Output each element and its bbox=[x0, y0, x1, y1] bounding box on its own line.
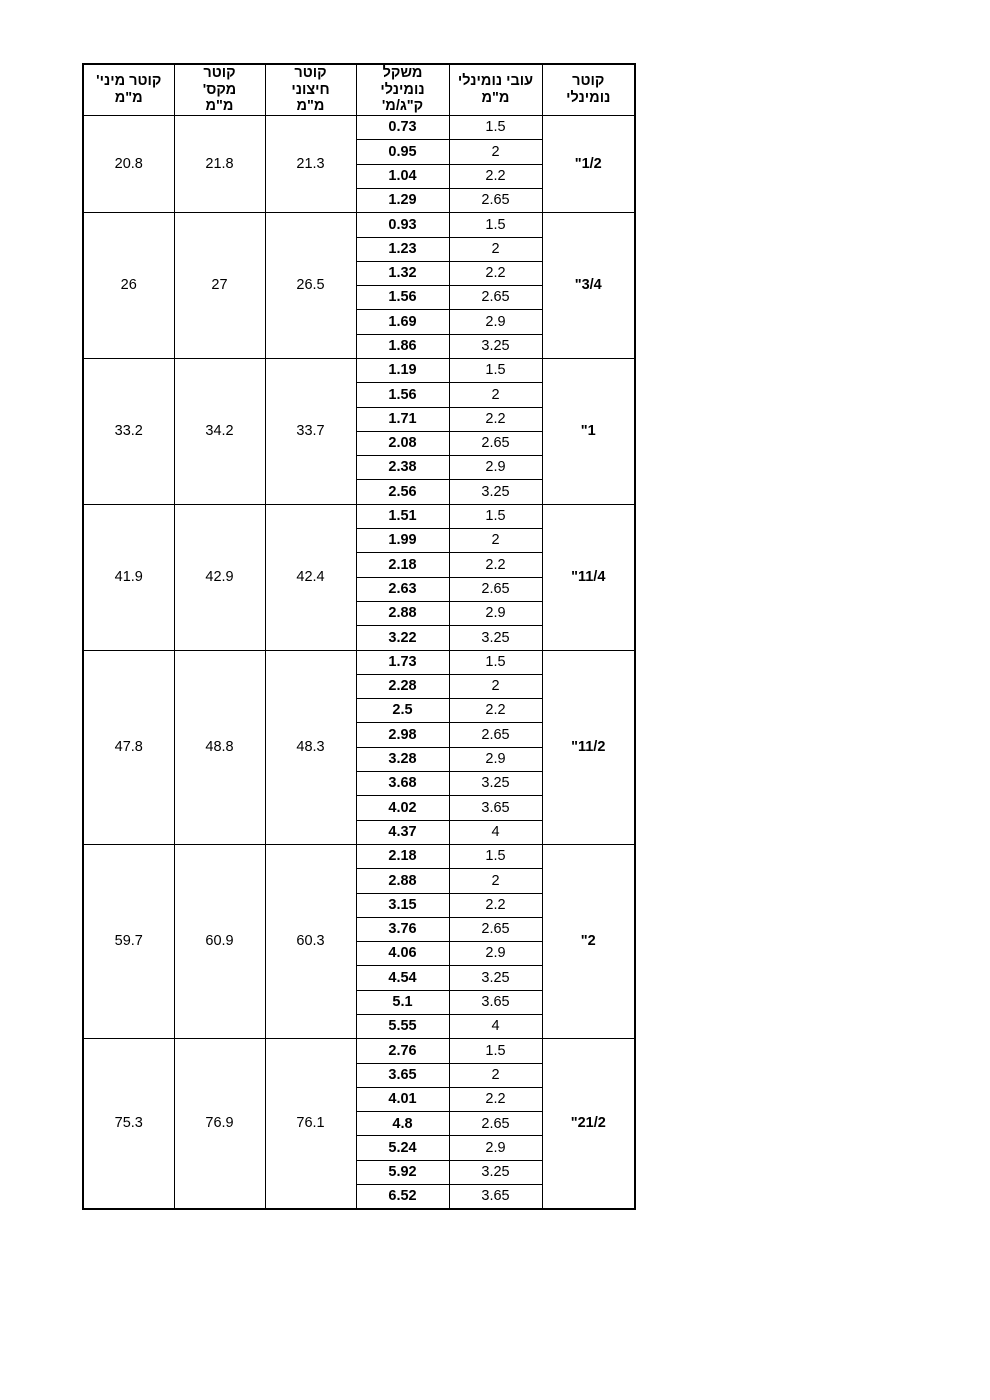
cell-nominal-thickness: 1.5 bbox=[449, 213, 542, 237]
cell-min-diameter: 75.3 bbox=[83, 1039, 174, 1209]
cell-max-diameter: 42.9 bbox=[174, 504, 265, 650]
cell-nominal-thickness: 2.2 bbox=[449, 407, 542, 431]
cell-nominal-thickness: 2 bbox=[449, 140, 542, 164]
cell-nominal-thickness: 1.5 bbox=[449, 358, 542, 382]
cell-nominal-thickness: 3.25 bbox=[449, 772, 542, 796]
header-max-diameter-line1: קוטר bbox=[203, 65, 236, 81]
cell-nominal-thickness: 2.9 bbox=[449, 456, 542, 480]
cell-nominal-weight: 4.01 bbox=[356, 1087, 449, 1111]
cell-nominal-thickness: 3.25 bbox=[449, 334, 542, 358]
table-row bbox=[83, 504, 635, 528]
cell-nominal-weight: 1.51 bbox=[356, 504, 449, 528]
cell-nominal-thickness: 2.9 bbox=[449, 747, 542, 771]
cell-nominal-weight: 1.73 bbox=[356, 650, 449, 674]
header-nominal-weight bbox=[356, 64, 449, 116]
cell-nominal-thickness: 1.5 bbox=[449, 1039, 542, 1063]
cell-nominal-thickness: 1.5 bbox=[449, 116, 542, 140]
cell-nominal-weight: 3.22 bbox=[356, 626, 449, 650]
table-row bbox=[83, 213, 635, 237]
cell-nominal-thickness: 4 bbox=[449, 1015, 542, 1039]
cell-nominal-weight: 4.02 bbox=[356, 796, 449, 820]
cell-nominal-thickness: 2.2 bbox=[449, 553, 542, 577]
cell-nominal-weight: 2.38 bbox=[356, 456, 449, 480]
cell-outer-diameter: 33.7 bbox=[265, 358, 356, 504]
cell-nominal-weight: 3.76 bbox=[356, 917, 449, 941]
cell-min-diameter: 33.2 bbox=[83, 358, 174, 504]
cell-nominal-weight: 2.88 bbox=[356, 601, 449, 625]
cell-nominal-thickness: 3.25 bbox=[449, 480, 542, 504]
table-row bbox=[83, 1039, 635, 1063]
header-nominal-thickness bbox=[449, 64, 542, 116]
cell-outer-diameter: 26.5 bbox=[265, 213, 356, 359]
cell-outer-diameter: 76.1 bbox=[265, 1039, 356, 1209]
header-outer-diameter-line2: חיצוני bbox=[291, 81, 330, 98]
table-header bbox=[83, 64, 635, 116]
cell-nominal-weight: 2.18 bbox=[356, 844, 449, 868]
cell-nominal-weight: 0.95 bbox=[356, 140, 449, 164]
cell-nominal-thickness: 2.2 bbox=[449, 699, 542, 723]
header-nominal-thickness-line2: מ"מ bbox=[481, 90, 510, 106]
cell-nominal-diameter: 11/4" bbox=[542, 504, 635, 650]
cell-nominal-weight: 3.28 bbox=[356, 747, 449, 771]
cell-min-diameter: 20.8 bbox=[83, 116, 174, 213]
cell-nominal-weight: 1.19 bbox=[356, 358, 449, 382]
cell-nominal-thickness: 2.65 bbox=[449, 286, 542, 310]
cell-nominal-weight: 2.08 bbox=[356, 431, 449, 455]
cell-nominal-weight: 2.98 bbox=[356, 723, 449, 747]
cell-nominal-weight: 1.23 bbox=[356, 237, 449, 261]
cell-nominal-weight: 5.1 bbox=[356, 990, 449, 1014]
cell-nominal-thickness: 2.2 bbox=[449, 164, 542, 188]
header-nominal-weight-line3: ק"ג/מ' bbox=[381, 98, 424, 115]
cell-nominal-weight: 2.28 bbox=[356, 674, 449, 698]
cell-nominal-weight: 5.55 bbox=[356, 1015, 449, 1039]
cell-nominal-thickness: 2.65 bbox=[449, 1112, 542, 1136]
cell-nominal-thickness: 3.25 bbox=[449, 1160, 542, 1184]
cell-nominal-weight: 1.56 bbox=[356, 383, 449, 407]
cell-nominal-diameter: 21/2" bbox=[542, 1039, 635, 1209]
cell-nominal-thickness: 2 bbox=[449, 237, 542, 261]
cell-nominal-thickness: 2.2 bbox=[449, 1087, 542, 1111]
cell-nominal-thickness: 2.65 bbox=[449, 188, 542, 212]
spec-table-container bbox=[84, 63, 636, 1210]
cell-nominal-weight: 2.63 bbox=[356, 577, 449, 601]
cell-nominal-weight: 2.56 bbox=[356, 480, 449, 504]
cell-nominal-diameter: 1/2" bbox=[542, 116, 635, 213]
cell-max-diameter: 27 bbox=[174, 213, 265, 359]
cell-nominal-weight: 3.68 bbox=[356, 772, 449, 796]
header-min-diameter bbox=[83, 64, 174, 116]
cell-nominal-thickness: 2.65 bbox=[449, 723, 542, 747]
header-nominal-diameter-line2: נומינלי bbox=[566, 90, 611, 106]
cell-nominal-weight: 0.93 bbox=[356, 213, 449, 237]
cell-max-diameter: 48.8 bbox=[174, 650, 265, 844]
cell-nominal-diameter: 1" bbox=[542, 358, 635, 504]
cell-nominal-weight: 1.69 bbox=[356, 310, 449, 334]
cell-nominal-weight: 1.04 bbox=[356, 164, 449, 188]
cell-outer-diameter: 21.3 bbox=[265, 116, 356, 213]
cell-nominal-thickness: 3.65 bbox=[449, 1185, 542, 1209]
header-max-diameter-line3: מ"מ bbox=[205, 98, 234, 115]
cell-outer-diameter: 42.4 bbox=[265, 504, 356, 650]
cell-nominal-weight: 3.15 bbox=[356, 893, 449, 917]
table-row bbox=[83, 116, 635, 140]
cell-nominal-weight: 6.52 bbox=[356, 1185, 449, 1209]
cell-nominal-thickness: 2.2 bbox=[449, 893, 542, 917]
header-outer-diameter-line3: מ"מ bbox=[296, 98, 325, 115]
pipe-dimensions-table bbox=[82, 63, 636, 1210]
cell-outer-diameter: 48.3 bbox=[265, 650, 356, 844]
cell-max-diameter: 76.9 bbox=[174, 1039, 265, 1209]
cell-nominal-diameter: 2" bbox=[542, 844, 635, 1038]
header-row bbox=[83, 64, 635, 116]
cell-nominal-weight: 2.18 bbox=[356, 553, 449, 577]
cell-nominal-thickness: 2.9 bbox=[449, 601, 542, 625]
header-min-diameter-line2: מ"מ bbox=[114, 90, 143, 106]
header-nominal-thickness-line1: עובי נומינלי bbox=[457, 73, 534, 90]
cell-nominal-thickness: 2 bbox=[449, 869, 542, 893]
cell-nominal-thickness: 2 bbox=[449, 674, 542, 698]
cell-nominal-thickness: 2 bbox=[449, 383, 542, 407]
cell-nominal-thickness: 1.5 bbox=[449, 844, 542, 868]
table-body bbox=[83, 116, 635, 1209]
cell-nominal-weight: 1.86 bbox=[356, 334, 449, 358]
cell-min-diameter: 47.8 bbox=[83, 650, 174, 844]
cell-nominal-weight: 5.92 bbox=[356, 1160, 449, 1184]
cell-nominal-weight: 1.29 bbox=[356, 188, 449, 212]
cell-max-diameter: 34.2 bbox=[174, 358, 265, 504]
cell-max-diameter: 21.8 bbox=[174, 116, 265, 213]
cell-max-diameter: 60.9 bbox=[174, 844, 265, 1038]
cell-min-diameter: 41.9 bbox=[83, 504, 174, 650]
header-nominal-diameter bbox=[542, 64, 635, 116]
cell-nominal-weight: 1.32 bbox=[356, 261, 449, 285]
cell-nominal-weight: 2.5 bbox=[356, 699, 449, 723]
header-min-diameter-line1: קוטר מיני' bbox=[96, 73, 162, 90]
cell-nominal-thickness: 2.9 bbox=[449, 310, 542, 334]
cell-nominal-thickness: 2.65 bbox=[449, 577, 542, 601]
cell-nominal-weight: 0.73 bbox=[356, 116, 449, 140]
cell-nominal-weight: 2.88 bbox=[356, 869, 449, 893]
cell-nominal-thickness: 3.25 bbox=[449, 626, 542, 650]
cell-nominal-thickness: 2.9 bbox=[449, 942, 542, 966]
cell-nominal-weight: 4.54 bbox=[356, 966, 449, 990]
cell-nominal-thickness: 1.5 bbox=[449, 650, 542, 674]
cell-nominal-thickness: 3.25 bbox=[449, 966, 542, 990]
cell-nominal-thickness: 3.65 bbox=[449, 796, 542, 820]
cell-nominal-weight: 1.56 bbox=[356, 286, 449, 310]
table-row bbox=[83, 844, 635, 868]
cell-nominal-weight: 4.37 bbox=[356, 820, 449, 844]
header-max-diameter-line2: מקס' bbox=[202, 81, 237, 98]
table-row bbox=[83, 358, 635, 382]
cell-nominal-thickness: 3.65 bbox=[449, 990, 542, 1014]
header-outer-diameter-line1: קוטר bbox=[294, 65, 327, 81]
header-nominal-weight-line1: משקל bbox=[382, 65, 423, 81]
header-nominal-weight-line2: נומינלי bbox=[380, 81, 425, 98]
header-max-diameter bbox=[174, 64, 265, 116]
cell-nominal-weight: 4.06 bbox=[356, 942, 449, 966]
cell-nominal-thickness: 1.5 bbox=[449, 504, 542, 528]
cell-nominal-weight: 1.99 bbox=[356, 529, 449, 553]
cell-nominal-thickness: 4 bbox=[449, 820, 542, 844]
cell-min-diameter: 59.7 bbox=[83, 844, 174, 1038]
cell-nominal-weight: 1.71 bbox=[356, 407, 449, 431]
cell-min-diameter: 26 bbox=[83, 213, 174, 359]
cell-outer-diameter: 60.3 bbox=[265, 844, 356, 1038]
cell-nominal-weight: 5.24 bbox=[356, 1136, 449, 1160]
cell-nominal-diameter: 11/2" bbox=[542, 650, 635, 844]
table-row bbox=[83, 650, 635, 674]
cell-nominal-thickness: 2.65 bbox=[449, 431, 542, 455]
cell-nominal-weight: 4.8 bbox=[356, 1112, 449, 1136]
cell-nominal-thickness: 2.65 bbox=[449, 917, 542, 941]
cell-nominal-thickness: 2 bbox=[449, 529, 542, 553]
header-nominal-diameter-line1: קוטר bbox=[572, 73, 605, 90]
cell-nominal-thickness: 2 bbox=[449, 1063, 542, 1087]
cell-nominal-weight: 2.76 bbox=[356, 1039, 449, 1063]
cell-nominal-weight: 3.65 bbox=[356, 1063, 449, 1087]
cell-nominal-diameter: 3/4" bbox=[542, 213, 635, 359]
cell-nominal-thickness: 2.9 bbox=[449, 1136, 542, 1160]
header-outer-diameter bbox=[265, 64, 356, 116]
cell-nominal-thickness: 2.2 bbox=[449, 261, 542, 285]
